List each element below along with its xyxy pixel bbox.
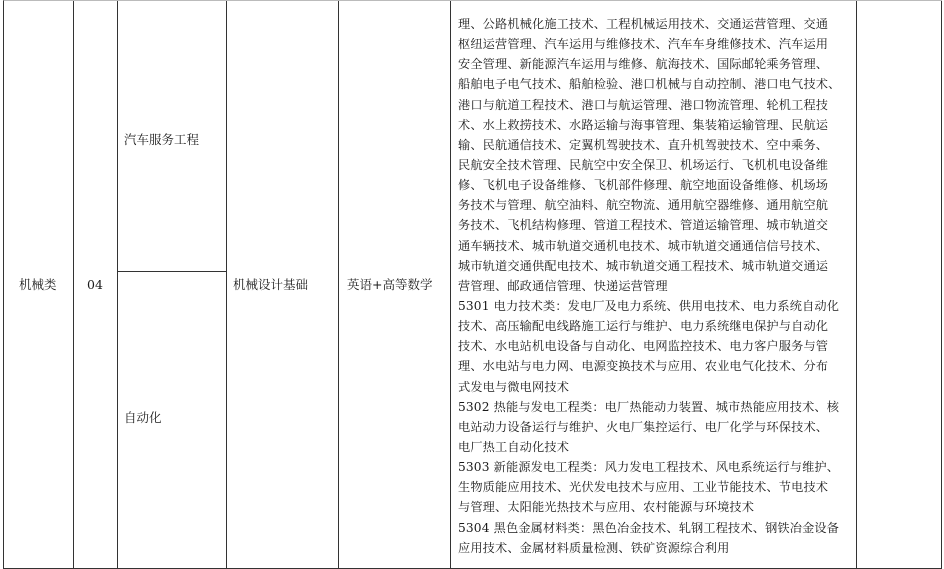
scope-line: 船舶电子电气技术、船舶检验、港口机械与自动控制、港口电气技术、: [458, 77, 841, 92]
column-divider: [117, 1, 118, 568]
code-cell: 04: [87, 277, 103, 292]
scope-line: 术、水上救捞技术、水路运输与海事管理、集装箱运输管理、民航运: [458, 117, 829, 132]
scope-line: 技术、高压输配电线路施工运行与维护、电力系统继电保护与自动化: [458, 319, 829, 334]
scope-line: 式发电与微电网技术: [458, 379, 570, 394]
scope-line: 电站动力设备运行与维护、火电厂集控运行、电厂化学与环保技术、: [458, 419, 829, 434]
scope-line: 电厂热工自动化技术: [458, 439, 570, 454]
major-row-divider: [117, 271, 227, 272]
scope-line: 输、民航通信技术、定翼机驾驶技术、直升机驾驶技术、空中乘务、: [458, 137, 829, 152]
scope-line: 5302 热能与发电工程类：电厂热能动力装置、城市热能应用技术、核: [458, 399, 840, 414]
column-divider: [856, 1, 857, 568]
column-divider: [338, 1, 339, 568]
related-majors-cell: [458, 14, 853, 558]
scope-line: 应用技术、金属材料质量检测、铁矿资源综合利用: [458, 540, 730, 555]
scope-line: 港口与航道工程技术、港口与航运管理、港口物流管理、轮机工程技: [458, 97, 829, 112]
scope-line: 理、水电站与电力网、电源变换技术与应用、农业电气化技术、分布: [458, 359, 829, 374]
scope-line: 与管理、太阳能光热技术与应用、农村能源与环境技术: [458, 500, 755, 515]
category-cell: 机械类: [19, 277, 57, 292]
scope-line: 枢纽运营管理、汽车运用与维修技术、汽车车身维修技术、汽车运用: [458, 37, 829, 52]
scope-line: 生物质能应用技术、光伏发电技术与应用、工业节能技术、节电技术: [458, 480, 829, 495]
scope-line: 民航安全技术管理、民航空中安全保卫、机场运行、飞机机电设备维: [458, 157, 829, 172]
column-divider: [73, 1, 74, 568]
public-subject-cell: 英语+高等数学: [347, 277, 433, 292]
scope-line: 修、飞机电子设备维修、飞机部件修理、航空地面设备维修、机场场: [458, 178, 829, 193]
scope-line: 5303 新能源发电工程类：风力发电工程技术、风电系统运行与维护、: [458, 460, 840, 475]
scope-line: 安全管理、新能源汽车运用与维修、航海技术、国际邮轮乘务管理、: [458, 57, 829, 72]
scope-line: 务技术、飞机结构修理、管道工程技术、管道运输管理、城市轨道交: [458, 218, 829, 233]
professional-subject-cell: 机械设计基础: [233, 277, 309, 292]
column-divider: [226, 1, 227, 568]
scope-line: 理、公路机械化施工技术、工程机械运用技术、交通运营管理、交通: [458, 17, 829, 31]
column-divider: [450, 1, 451, 568]
scope-line: 城市轨道交通供配电技术、城市轨道交通工程技术、城市轨道交通运: [458, 258, 829, 273]
major-cell-bottom: 自动化: [124, 410, 162, 425]
scope-line: 5301 电力技术类：发电厂及电力系统、供用电技术、电力系统自动化: [458, 298, 840, 313]
major-cell-top: 汽车服务工程: [124, 132, 200, 147]
scope-line: 技术、水电站机电设备与自动化、电网监控技术、电力客户服务与管: [458, 339, 829, 354]
scope-line: 务技术与管理、航空油料、航空物流、通用航空器维修、通用航空航: [458, 198, 829, 213]
scope-line: 通车辆技术、城市轨道交通机电技术、城市轨道交通通信信号技术、: [458, 238, 829, 253]
column-divider: [941, 1, 942, 568]
scope-line: 营管理、邮政通信管理、快递运营管理: [458, 278, 668, 293]
scope-line: 5304 黑色金属材料类：黑色冶金技术、轧钢工程技术、钢铁冶金设备: [458, 520, 840, 535]
